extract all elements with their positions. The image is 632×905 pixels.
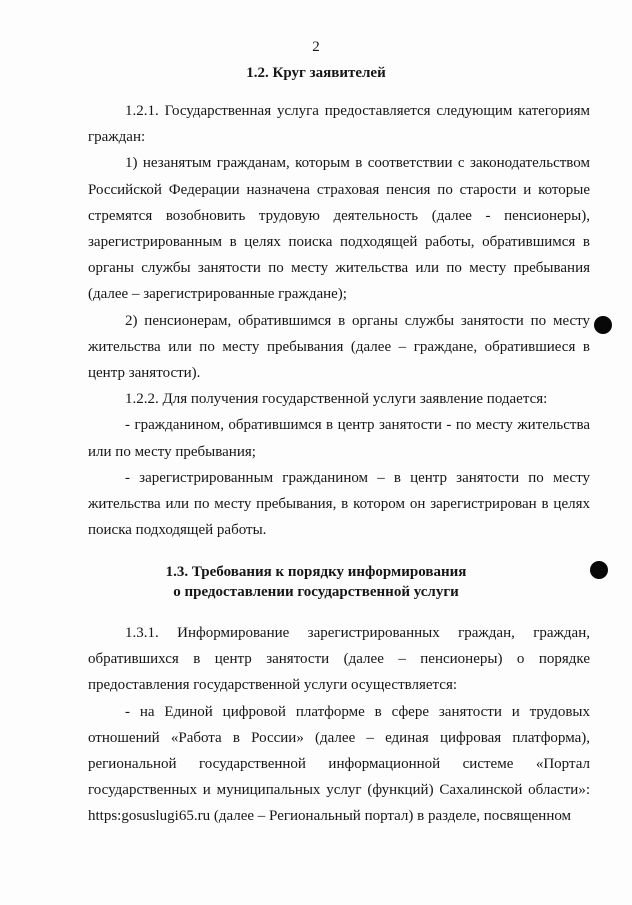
section-1-3-heading-line1: 1.3. Требования к порядку информирования: [165, 564, 467, 580]
section-1-2-heading: 1.2. Круг заявителей: [246, 65, 386, 81]
paragraph-1-2-1: 1.2.1. Государственная услуга предоставляется следующим категориям граждан:: [88, 103, 590, 146]
section-1-3-body: [88, 620, 590, 830]
paragraph-category-1: 1) незанятым гражданам, которым в соответствии с законодательством Российской Федерации назначена страховая пенсия по старости и которые стремятся возобновить трудовую деятельность (далее - пенсионеры), зарегистрированным в целях поиска подходящей работы, обратившимся в органы службы занятости по месту жительства или по месту пребывания (далее – зарегистрированные граждане);: [88, 155, 590, 303]
paragraph-1-3-1: 1.3.1. Информирование зарегистрированных граждан, граждан, обратившихся в центр занятости (далее – пенсионеры) о порядке предоставления государственной услуги осуществляется:: [88, 625, 590, 694]
page-number: 2: [312, 39, 320, 55]
section-1-2-body: [88, 98, 590, 543]
paragraph-applicant-2: - зарегистрированным гражданином – в центр занятости по месту жительства или по месту пребывания, в котором он зарегистрирован в целях поиска подходящей работы.: [88, 469, 590, 539]
scan-punch-hole-mark: [594, 316, 612, 334]
paragraph-information-channels: - на Единой цифровой платформе в сфере занятости и трудовых отношений «Работа в России» (далее – единая цифровая платформа), региональной государственной информационной системе «Портал государственных и муниципальных услуг (функций) Сахалинской области»: https:gosuslugi65.ru (далее – Региональный портал) в разделе, посвященном: [88, 703, 590, 825]
scan-punch-hole-mark: [590, 561, 608, 579]
paragraph-category-2: 2) пенсионерам, обратившимся в органы службы занятости по месту жительства или по месту пребывания (далее – граждане, обратившиеся в центр занятости).: [88, 312, 590, 382]
paragraph-applicant-1: - гражданином, обратившимся в центр занятости - по месту жительства или по месту пребывания;: [88, 417, 590, 460]
section-1-3-heading-line2: о предоставлении государственной услуги: [173, 584, 459, 600]
paragraph-1-2-2: 1.2.2. Для получения государственной услуги заявление подается:: [125, 391, 548, 408]
